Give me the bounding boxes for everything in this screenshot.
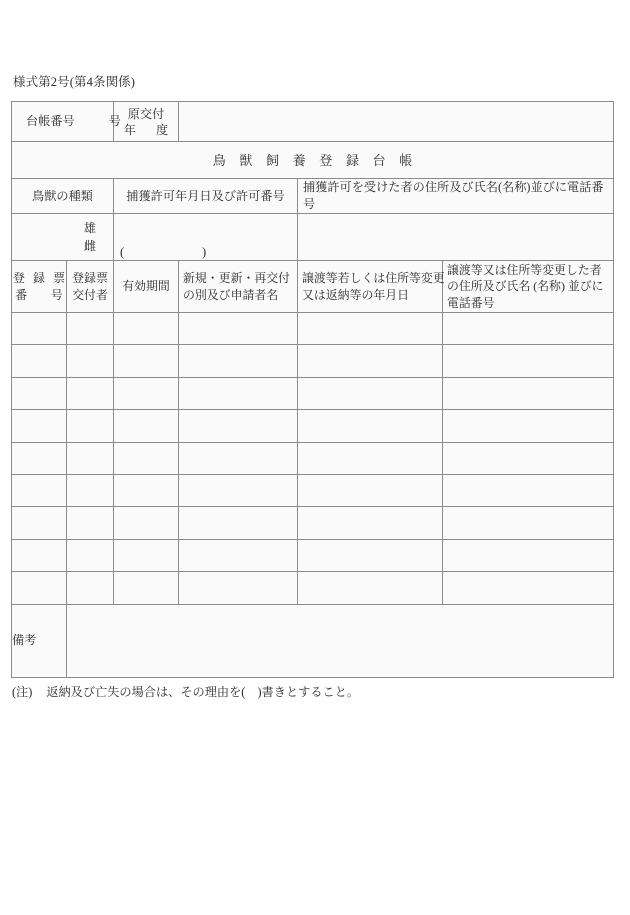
column-header-transferee-details [443, 261, 614, 313]
form-number-label: 様式第2号(第4条関係) [13, 75, 136, 89]
table-row [12, 474, 614, 506]
cell-transfer-date[interactable] [298, 539, 443, 571]
cell-transferee-details[interactable] [443, 572, 614, 604]
cell-valid-period[interactable] [114, 345, 179, 377]
cell-transferee-details[interactable] [443, 507, 614, 539]
cell-registration-number[interactable] [12, 572, 67, 604]
permit-header-row [12, 179, 614, 214]
paren-open: ( [120, 245, 125, 259]
ledger-number-label: 台帳番号 [26, 114, 75, 128]
cell-type-and-applicant[interactable] [179, 507, 298, 539]
cell-issuer[interactable] [67, 313, 114, 345]
cell-transfer-date[interactable] [298, 507, 443, 539]
permit-date-number-header: 捕獲許可年月日及び許可番号 [114, 179, 298, 214]
cell-issuer[interactable] [67, 539, 114, 571]
cell-registration-number[interactable] [12, 474, 67, 506]
sex-female-label: 雌 [83, 239, 96, 253]
col-issuer-line-1: 登録票 [72, 271, 108, 285]
cell-transfer-date[interactable] [298, 345, 443, 377]
issue-year-line-1: 原交付 [127, 106, 165, 121]
cell-valid-period[interactable] [114, 474, 179, 506]
cell-transferee-details[interactable] [443, 377, 614, 409]
cell-transferee-details[interactable] [443, 539, 614, 571]
registry-column-header-row [12, 261, 614, 313]
cell-registration-number[interactable] [12, 345, 67, 377]
permit-date-number-value-cell[interactable] [114, 214, 298, 261]
permit-holder-value-cell[interactable] [298, 214, 614, 261]
cell-issuer[interactable] [67, 474, 114, 506]
col-transfer-date-line-1: 譲渡等若しくは住所等変更 [302, 271, 445, 285]
cell-issuer[interactable] [67, 410, 114, 442]
column-header-issuer [67, 261, 114, 313]
col-reg-num-line-1: 登 録 票 [12, 271, 68, 285]
cell-registration-number[interactable] [12, 507, 67, 539]
cell-transfer-date[interactable] [298, 410, 443, 442]
column-header-registration-number [12, 261, 67, 313]
footer-note [12, 684, 359, 701]
permit-holder-header: 捕獲許可を受けた者の住所及び氏名(名称)並びに電話番号 [298, 179, 614, 214]
cell-valid-period[interactable] [114, 539, 179, 571]
cell-valid-period[interactable] [114, 410, 179, 442]
ledger-title-row [12, 142, 614, 179]
cell-valid-period[interactable] [114, 572, 179, 604]
col-type-line-1: 新規・更新・再交付 [183, 271, 291, 285]
issue-year-label-cell [114, 102, 179, 142]
cell-type-and-applicant[interactable] [179, 539, 298, 571]
column-header-valid-period [114, 261, 179, 313]
cell-issuer[interactable] [67, 572, 114, 604]
cell-transfer-date[interactable] [298, 313, 443, 345]
col-transferee-line-3: 電話番号 [447, 295, 495, 310]
cell-issuer[interactable] [67, 377, 114, 409]
cell-registration-number[interactable] [12, 377, 67, 409]
cell-transfer-date[interactable] [298, 442, 443, 474]
cell-valid-period[interactable] [114, 507, 179, 539]
table-row [12, 410, 614, 442]
cell-issuer[interactable] [67, 507, 114, 539]
cell-registration-number[interactable] [12, 313, 67, 345]
cell-valid-period[interactable] [114, 313, 179, 345]
cell-transferee-details[interactable] [443, 410, 614, 442]
cell-registration-number[interactable] [12, 410, 67, 442]
table-row [12, 539, 614, 571]
sex-male-label: 雄 [83, 221, 96, 235]
col-valid-period-line-1: 有効期間 [122, 279, 170, 294]
ledger-number-cell[interactable] [12, 102, 121, 142]
cell-issuer[interactable] [67, 345, 114, 377]
cell-type-and-applicant[interactable] [179, 313, 298, 345]
cell-type-and-applicant[interactable] [179, 377, 298, 409]
cell-transfer-date[interactable] [298, 572, 443, 604]
remarks-label: 備考 [12, 604, 67, 677]
paren-close: ) [202, 245, 207, 259]
page-title: 鳥獣飼養登録台帳 [212, 152, 426, 168]
ledger-form-table [11, 101, 614, 678]
cell-type-and-applicant[interactable] [179, 345, 298, 377]
col-transferee-line-2: の住所及び氏名 (名称) 並びに [447, 279, 604, 294]
table-row [12, 572, 614, 604]
remarks-value-cell[interactable] [67, 604, 614, 677]
table-row [12, 345, 614, 377]
cell-type-and-applicant[interactable] [179, 410, 298, 442]
col-reg-num-line-2: 番 号 [15, 287, 63, 302]
cell-valid-period[interactable] [114, 377, 179, 409]
col-issuer-line-2: 交付者 [72, 287, 108, 302]
species-header: 鳥獣の種類 [12, 179, 114, 214]
permit-values-row [12, 214, 614, 261]
cell-type-and-applicant[interactable] [179, 474, 298, 506]
remarks-row [12, 604, 614, 677]
cell-type-and-applicant[interactable] [179, 442, 298, 474]
column-header-type-and-applicant [179, 261, 298, 313]
footer-note-text: 返納及び亡失の場合は、その理由を( )書きとすること。 [46, 685, 360, 699]
species-value-cell[interactable] [12, 214, 114, 261]
cell-type-and-applicant[interactable] [179, 572, 298, 604]
cell-transferee-details[interactable] [443, 474, 614, 506]
col-transferee-line-1: 譲渡等又は住所等変更した者 [447, 262, 602, 277]
col-transfer-date-line-2: 又は返納等の年月日 [302, 287, 410, 302]
issue-year-line-2: 年 度 [123, 122, 173, 137]
cell-transfer-date[interactable] [298, 377, 443, 409]
issue-year-value-cell[interactable] [179, 102, 614, 142]
cell-issuer[interactable] [67, 442, 114, 474]
table-row [12, 507, 614, 539]
footer-note-tag: (注) [12, 685, 33, 699]
ledger-number-row [12, 102, 614, 142]
cell-registration-number[interactable] [12, 539, 67, 571]
column-header-transfer-date [298, 261, 443, 313]
cell-transferee-details[interactable] [443, 345, 614, 377]
cell-valid-period[interactable] [114, 442, 179, 474]
table-row [12, 442, 614, 474]
ledger-number-unit: 号 [108, 114, 121, 128]
table-row [12, 313, 614, 345]
cell-transfer-date[interactable] [298, 474, 443, 506]
table-row [12, 377, 614, 409]
cell-transferee-details[interactable] [443, 442, 614, 474]
cell-transferee-details[interactable] [443, 313, 614, 345]
cell-registration-number[interactable] [12, 442, 67, 474]
ledger-title-cell [12, 142, 614, 179]
col-type-line-2: の別及び申請者名 [183, 287, 279, 302]
